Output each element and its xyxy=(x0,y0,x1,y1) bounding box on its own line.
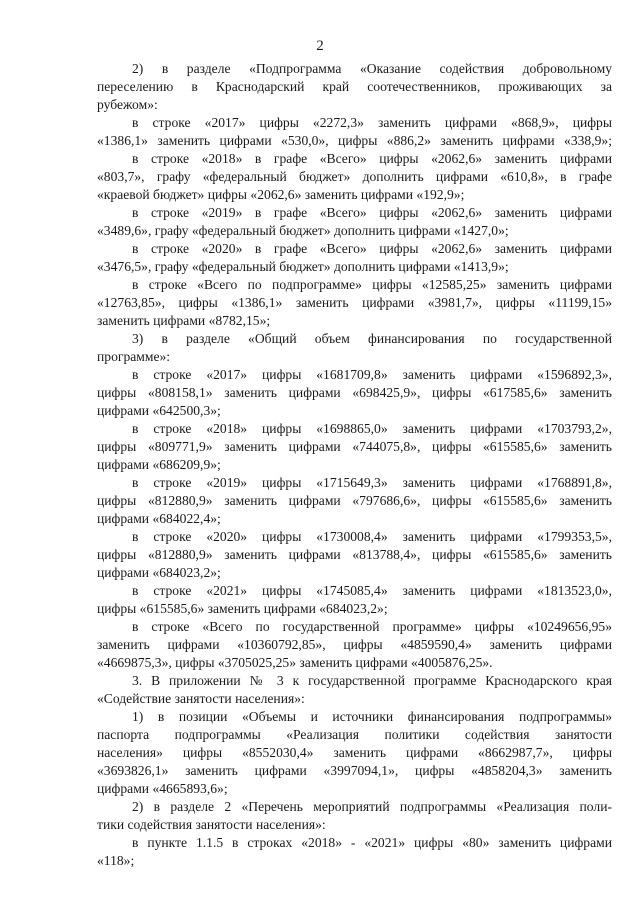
text-line: в строке «2019» цифры «1715649,3» заменить цифрами «1768891,8», xyxy=(132,475,612,490)
text-line: «4669875,3», цифры «3705025,25» заменить цифрами «4005876,25». xyxy=(97,655,493,670)
text-line: 3. В приложении № 3 к государственной программе Краснодарского края xyxy=(132,673,612,688)
page-number: 2 xyxy=(316,38,324,54)
text-line: «Содействие занятости населения»: xyxy=(97,691,305,706)
text-line: «3476,5», графу «федеральный бюджет» дополнить цифрами «1413,9»; xyxy=(97,259,509,274)
text-line: в строке «Всего по государственной программе» цифры «10249656,95» xyxy=(132,619,612,634)
text-line: в строке «2019» в графе «Всего» цифры «2062,6» заменить цифрами xyxy=(132,205,612,220)
text-line: цифры «812880,9» заменить цифрами «813788,4», цифры «615585,6» заменить xyxy=(97,547,612,562)
text-line: 3) в разделе «Общий объем финансирования по государственной xyxy=(132,331,612,346)
text-line: 2) в разделе «Подпрограмма «Оказание содействия добровольному xyxy=(132,61,612,76)
text-line: цифры «812880,9» заменить цифрами «797686,6», цифры «615585,6» заменить xyxy=(97,493,612,508)
text-line: программе»: xyxy=(97,349,171,364)
text-line: заменить цифрами «8782,15»; xyxy=(97,313,271,328)
text-line: «1386,1» заменить цифрами «530,0», цифры «886,2» заменить цифрами «338,9»; xyxy=(97,133,612,148)
text-line: цифры «615585,6» заменить цифрами «684023,2»; xyxy=(97,601,388,616)
text-line: в строке «2018» цифры «1698865,0» заменить цифрами «1703793,2», xyxy=(132,421,612,436)
text-line: «краевой бюджет» цифры «2062,6» заменить цифрами «192,9»; xyxy=(97,187,465,202)
text-line: в строке «Всего по подпрограмме» цифры «12585,25» заменить цифрами xyxy=(132,277,612,292)
text-line: цифрами «684022,4»; xyxy=(97,511,221,526)
text-line: тики содействия занятости населения»: xyxy=(97,817,326,832)
text-line: в строке «2020» в графе «Всего» цифры «2062,6» заменить цифрами xyxy=(132,241,612,256)
text-line: в строке «2017» цифры «2272,3» заменить цифрами «868,9», цифры xyxy=(132,115,612,130)
text-line: переселению в Краснодарский край соотечественников, проживающих за xyxy=(97,79,612,94)
text-line: цифрами «642500,3»; xyxy=(97,403,221,418)
text-line: цифрами «684023,2»; xyxy=(97,565,221,580)
text-line: населения» цифры «8552030,4» заменить цифрами «8662987,7», цифры xyxy=(97,745,612,760)
text-line: паспорта подпрограммы «Реализация политики содействия занятости xyxy=(97,727,612,742)
text-line: «3693826,1» заменить цифрами «3997094,1», цифры «4858204,3» заменить xyxy=(97,763,612,778)
text-line: в строке «2021» цифры «1745085,4» заменить цифрами «1813523,0», xyxy=(132,583,612,598)
text-line: в строке «2018» в графе «Всего» цифры «2062,6» заменить цифрами xyxy=(132,151,612,166)
text-line: рубежом»: xyxy=(97,97,158,112)
text-line: «12763,85», цифры «1386,1» заменить цифрами «3981,7», цифры «11199,15» xyxy=(97,295,612,310)
text-line: в строке «2017» цифры «1681709,8» заменить цифрами «1596892,3», xyxy=(132,367,612,382)
text-line: цифры «809771,9» заменить цифрами «744075,8», цифры «615585,6» заменить xyxy=(97,439,612,454)
text-line: 2) в разделе 2 «Перечень мероприятий подпрограммы «Реализация поли- xyxy=(132,799,612,814)
text-line: 1) в позиции «Объемы и источники финансирования подпрограммы» xyxy=(132,709,612,724)
text-line: в строке «2020» цифры «1730008,4» заменить цифрами «1799353,5», xyxy=(132,529,612,544)
text-line: «3489,6», графу «федеральный бюджет» дополнить цифрами «1427,0»; xyxy=(97,223,509,238)
text-line: цифрами «4665893,6»; xyxy=(97,781,228,796)
text-line: цифрами «686209,9»; xyxy=(97,457,221,472)
text-line: в пункте 1.1.5 в строках «2018» - «2021» цифры «80» заменить цифрами xyxy=(132,835,612,850)
text-line: заменить цифрами «10360792,85», цифры «4859590,4» заменить цифрами xyxy=(97,637,612,652)
text-line: цифры «808158,1» заменить цифрами «698425,9», цифры «617585,6» заменить xyxy=(97,385,612,400)
text-line: «803,7», графу «федеральный бюджет» дополнить цифрами «610,8», в графе xyxy=(97,169,612,184)
text-line: «118»; xyxy=(97,853,135,868)
